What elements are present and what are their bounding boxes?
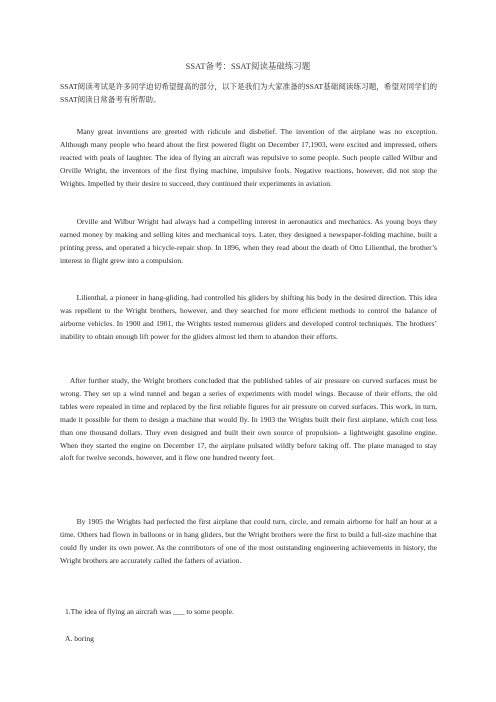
answer-option-a: A. boring: [65, 634, 94, 643]
intro-paragraph: SSAT阅读考试是许多同学迫切希望提高的部分，以下是我们为大家准备的SSAT基础阅读练习题，希望对同学们的SSAT阅读日常备考有所帮助。: [60, 82, 437, 104]
page-title: SSAT备考：SSAT阅读基础练习题: [185, 62, 311, 71]
passage-paragraph-3: Lilienthal, a pioneer in hang-gliding, had controlled his gliders by shifting his body in the desired direction. This idea was repellent to the Wright brothers, however, and they searched for more efficient methods to control the balance of airborne vehicles. In 1900 and 1901, the Wrights tested numerous gliders and developed control techniques. The brothers’ inability to obtain enough lift power for the gliders almost led them to abandon their efforts.: [60, 293, 437, 341]
passage-paragraph-1: Many great inventions are greeted with ridicule and disbelief. The invention of the airplane was no exception. Although many people who heard about the first powered flight on December 17,1903, were excited and impressed, others reacted with peals of laughter. The idea of flying an aircraft was repulsive to some people. Such people called Wilbur and Orville Wright, the inventors of the first flying machine, impulsive fools. Negative reactions, however, did not stop the Wrights. Impelled by their desire to succeed, they continued their experiments in aviation.: [60, 127, 437, 188]
passage-paragraph-5: By 1905 the Wrights had perfected the first airplane that could turn, circle, and remain airborne for half an hour at a time. Others had flown in balloons or in hang gliders, but the Wright brothers were the first to build a full-size machine that could fly under its own power. As the contributors of one of the most outstanding engineering achievements in history, the Wright brothers are accurately called the fathers of aviation.: [60, 517, 437, 565]
passage-paragraph-2: Orville and Wilbur Wright had always had a compelling interest in aeronautics and mechanics. As young boys they earned money by making and selling kites and mechanical toys. Later, they designed a newspaper-folding machine, built a printing press, and operated a bicycle-repair shop. In 1896, when they read about the death of Otto Lilienthal, the brother’s interest in flight grew into a compulsion.: [60, 217, 437, 265]
passage-paragraph-4: After further study, the Wright brothers concluded that the published tables of air pressure on curved surfaces must be wrong. They set up a wind tunnel and began a series of experiments with model wings. Because of their efforts, the old tables were repealed in time and replaced by the first reliable figures for air pressure on curved surfaces. This work, in turn, made it possible for them to design a machine that would fly. In 1903 the Wrights built their first airplane, which cost less than one thousand dollars. They even designed and built their own source of propulsion- a lightweight gasoline engine. When they started the engine on December 17, the airplane pulsated wildly before taking off. The plane managed to stay aloft for twelve seconds, however, and it flew one hundred twenty feet.: [60, 376, 437, 463]
question-1: 1.The idea of flying an aircraft was ___ to some people.: [65, 607, 234, 616]
